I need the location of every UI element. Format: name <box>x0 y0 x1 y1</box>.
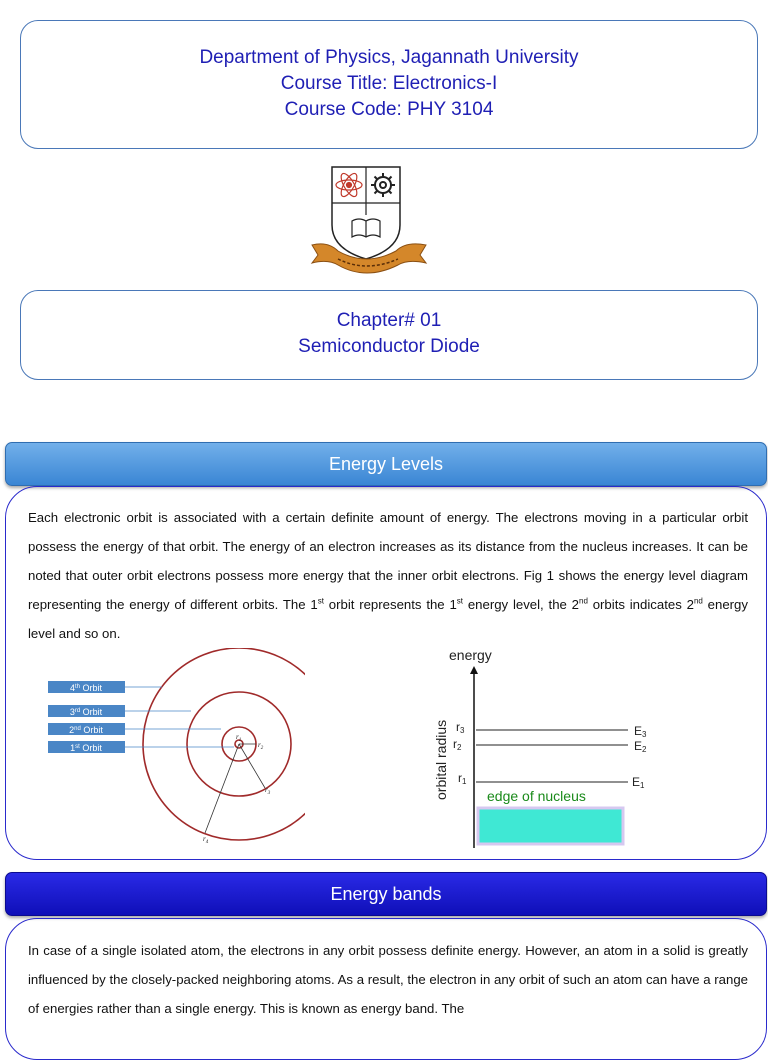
orbit-diagram <box>45 648 305 848</box>
university-logo <box>308 163 430 275</box>
energy-bands-panel <box>5 918 767 1060</box>
edge-of-nucleus-label: edge of nucleus <box>487 788 586 804</box>
radius-label-1: $r_1$ <box>236 733 242 743</box>
r1-label: r1 <box>458 771 467 786</box>
svg-text:1st Orbit: 1st Orbit <box>70 743 102 753</box>
energy-bands-paragraph: In case of a single isolated atom, the electrons in any orbit possess definite energy. However, an atom in a solid is greatly influenced by the closely-packed neighboring atoms. As a result, the electron in any orbit of such an atom can have a range of energies rather than a single energy. This is known as energy band. The <box>28 943 748 1016</box>
section-heading-energy-bands: Energy bands <box>5 872 767 916</box>
department-title: Department of Physics, Jagannath University <box>199 47 579 68</box>
radius-label-4: $r_4$ <box>203 835 209 845</box>
orbit-label-4 <box>48 681 162 693</box>
course-header <box>20 20 758 149</box>
chapter-number: Chapter# 01 <box>336 310 442 331</box>
radius-label-3: $r_3$ <box>265 786 271 796</box>
chapter-box <box>20 290 758 380</box>
svg-text:2nd Orbit: 2nd Orbit <box>69 725 103 735</box>
orbit-label-3 <box>48 705 191 717</box>
orbit-label-1 <box>48 741 234 753</box>
course-title: Course Title: Electronics-I <box>280 73 498 94</box>
orbit-circles <box>143 648 305 840</box>
svg-text:4th Orbit: 4th Orbit <box>69 683 103 693</box>
energy-axis-label: energy <box>449 647 492 663</box>
course-code: Course Code: PHY 3104 <box>284 99 494 120</box>
r2-label: r2 <box>453 737 462 752</box>
nucleus-region <box>478 808 623 844</box>
chapter-title: Semiconductor Diode <box>298 336 480 357</box>
radius-label-2: $r_2$ <box>258 741 264 751</box>
section-heading-energy-levels: Energy Levels <box>5 442 767 486</box>
e1-label: E1 <box>632 775 645 790</box>
orbital-radius-label: orbital radius <box>433 719 449 800</box>
orbit-label-2 <box>48 723 221 735</box>
e3-label: E3 <box>634 724 647 739</box>
r3-label: r3 <box>456 720 465 735</box>
energy-level-diagram <box>428 640 668 855</box>
e2-label: E2 <box>634 739 647 754</box>
svg-text:3rd Orbit: 3rd Orbit <box>69 707 103 717</box>
orbit-4 <box>143 648 305 840</box>
energy-levels-paragraph: Each electronic orbit is associated with a certain definite amount of energy. The electrons moving in a particular orbit possess the energy of that orbit. The energy of an electron increases as its distance from the nucleus increases. It can be noted that outer orbit electrons possess more energy that the inner orbit electrons. Fig 1 shows the energy level diagram representing the energy of different orbits. The 1st orbit represents the 1st energy level, the 2nd orbits indicates 2nd energy level and so on. <box>28 510 748 641</box>
